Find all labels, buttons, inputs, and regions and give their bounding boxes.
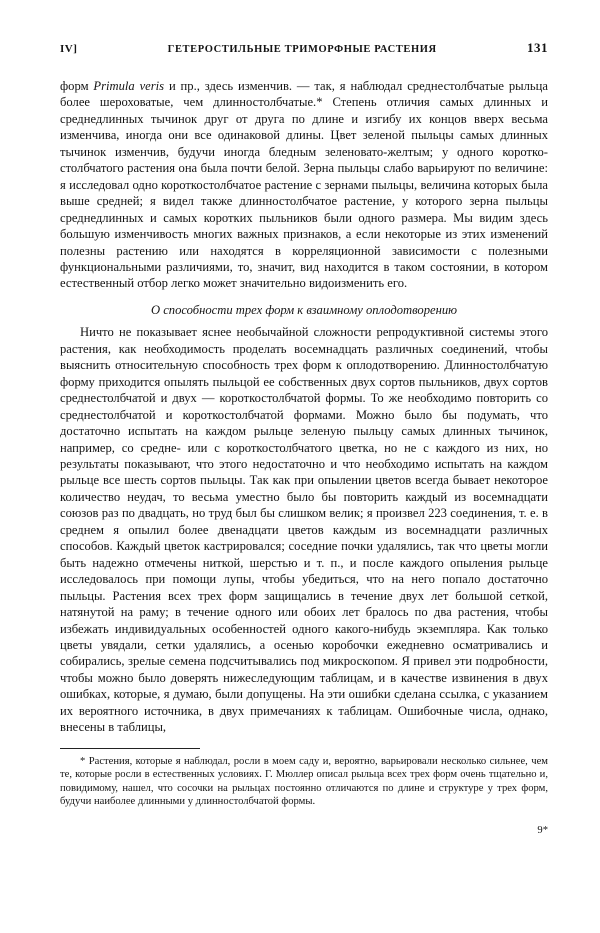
running-head: [60, 40, 548, 56]
running-title: ГЕТЕРОСТИЛЬНЫЕ ТРИМОРФНЫЕ РАСТЕНИЯ: [167, 44, 437, 55]
paragraph-lead: форм: [60, 79, 94, 93]
footnote-divider: [60, 748, 200, 749]
book-page: [60, 40, 548, 836]
paragraph-rest: и пр., здесь изменчив. — так, я наблюдал среднестолбчатые рыльца более шероховатые, чем длинностолбчатые.* Степень отличия самых длинных и среднедлинных тычинок друг от друга по длине и изгибу их концов вверх весьма изменчива, иногда они все одинаковой длины. Цвет зеленой пыльцы самых длинных тычинок изменчив, будучи иногда бледным зеленовато-желтым; у одного короткостолбчатого растения она была почти белой. Зерна пыльцы слабо варьируют по величине: я исследовал одно короткостолбчатое растение с зернами пыльцы, величина которых была выше средней; я видел также длинностолбчатое растение, у которого зерна пыльцы среднедлинных и самых коротких пыльников были одного размера. Мы видим здесь большую изменчивость многих важных признаков, а если некоторые из этих изменений полезны растению или находятся в корреляционной зависимости с полезными функциональными различиями, то, значит, вид находится в таком состоянии, в котором естественный отбор легко может значительно видоизменить его.: [60, 79, 548, 291]
page-number: 131: [526, 40, 548, 55]
paragraph-main: Ничто не показывает яснее необычайной сложности репродуктивной системы этого растения, как необходимость проделать восемнадцать различных соединений, чтобы выяснить относительную способность трех форм к оплодотворению. Длинностолбчатую форму приходится опылять пыльцой ее собственных двух сортов пыльников, двух сортов среднестолбчатой и двух — короткостолбчатой формы. То же необходимо повторить со среднестолбчатой и короткостолбчатой формами. Можно было бы подумать, что достаточно испытать на каждом рыльце зеленую пыльцу самых длинных тычинок, например, со средне- или с короткостолбчатого цветка, но не с каждого из них, но результаты показывают, что этого недостаточно и что необходимо испытать на каждом рыльце все шесть сортов пыльцы. Так как при опылении цветов всегда бывает некоторое количество неудач, то весьма уместно было бы повторить каждый из восемнадцати союзов раз по двадцать, но труд был бы слишком велик; я произвел 223 соединения, т. е. в среднем я опылил более двенадцати цветов каждым из восемнадцати различных способов. Каждый цветок кастрировался; соседние почки удалялись, так что цветы могли быть надежно отмечены ниткой, шерстью и т. п., и после каждого опыления рыльце исследовалось при помощи лупы, чтобы убедиться, что на него попало достаточно пыльцы. Растения всех трех форм защищались в течение двух лет большой сеткой, натянутой на раму; в течение одного или обоих лет бралось по два растения, чтобы избежать индивидуальных особенностей одного какого-нибудь экземпляра. Как только цветы увядали, сетки удалялись, а осенью коробочки ежедневно осматривались и собирались, зрелые семена подсчитывались под микроскопом. Я привел эти подробности, чтобы можно было доверять нижеследующим таблицам, и в качестве извинения в двух ошибках, которые, я думаю, были допущены. На эти ошибки сделана ссылка, с указанием их вероятного источника, в двух примечаниях к таблицам. Ошибочные числа, однако, внесены в таблицы,: [60, 325, 548, 735]
body-text: [60, 78, 548, 736]
signature-mark: 9*: [537, 825, 548, 837]
chapter-marker: IV]: [60, 43, 78, 55]
paragraph-continuation: [60, 78, 548, 292]
species-name: Primula veris: [93, 79, 165, 93]
footnote: * Растения, которые я наблюдал, росли в моем саду и, вероятно, варьировали несколько сильнее, чем те, которые росли в естественных условиях. Г. Мюллер описал рыльца всех трех форм очень тщательно и, повидимому, нашел, что сосочки на рыльцах постоянно отличаются по длине и структуре у трех форм, будучи наиболее длинными у длинностолбчатой формы.: [60, 755, 548, 808]
section-title: О способности трех форм к взаимному оплодотворению: [150, 302, 458, 317]
